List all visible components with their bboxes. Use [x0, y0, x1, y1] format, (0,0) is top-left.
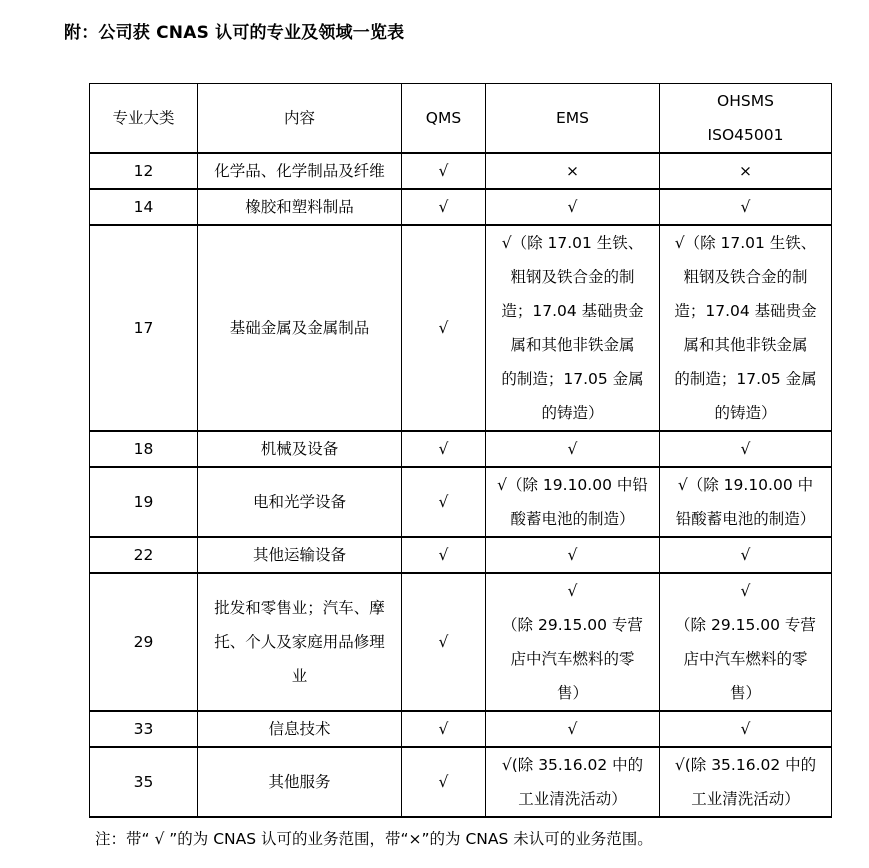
- table-row: [90, 711, 832, 747]
- ems-cell-line: 酸蓄电池的制造）: [510, 510, 635, 528]
- category-cell: 14: [90, 189, 198, 225]
- category-cell: 12: [90, 153, 198, 189]
- content-cell-line: 化学品、化学制品及纤维: [214, 162, 385, 180]
- qms-cell: √: [402, 573, 486, 711]
- category-cell: 33: [90, 711, 198, 747]
- content-cell-line: 基础金属及金属制品: [229, 319, 370, 337]
- ems-cell-line: 的铸造）: [541, 404, 604, 422]
- ems-cell-line: ×: [566, 162, 579, 180]
- category-cell: 22: [90, 537, 198, 573]
- qms-cell: √: [402, 711, 486, 747]
- category-cell: 18: [90, 431, 198, 467]
- ems-cell-line: √: [567, 440, 578, 458]
- ems-cell-line: （除 29.15.00 专营: [502, 616, 643, 634]
- content-cell-line: 橡胶和塑料制品: [245, 198, 354, 216]
- ems-cell: [486, 225, 660, 431]
- header-row: [90, 84, 832, 154]
- ems-cell-line: √（除 19.10.00 中铅: [497, 476, 648, 494]
- content-cell: [198, 537, 402, 573]
- content-cell: [198, 431, 402, 467]
- ohsms-cell-line: 工业清洗活动）: [691, 790, 800, 808]
- content-cell-line: 机械及设备: [260, 440, 339, 458]
- footnote: 注：带“ √ ”的为 CNAS 认可的业务范围，带“×”的为 CNAS 未认可的业务范围。: [95, 830, 653, 848]
- category-cell: 29: [90, 573, 198, 711]
- table-row: [90, 153, 832, 189]
- ohsms-cell-line: 店中汽车燃料的零: [683, 650, 808, 668]
- ohsms-cell: [660, 747, 832, 817]
- table-row: [90, 573, 832, 711]
- ohsms-cell-line: √: [740, 582, 751, 600]
- qms-cell: √: [402, 189, 486, 225]
- ems-cell: [486, 153, 660, 189]
- ems-cell: [486, 431, 660, 467]
- ohsms-cell-line: √（除 17.01 生铁、: [674, 234, 817, 252]
- ohsms-cell-line: √: [740, 440, 751, 458]
- ems-cell-line: √（除 17.01 生铁、: [501, 234, 644, 252]
- ohsms-cell-line: 售）: [729, 684, 761, 702]
- page-title: 附：公司获 CNAS 认可的专业及领域一览表: [64, 23, 405, 43]
- category-cell: 35: [90, 747, 198, 817]
- ohsms-cell: [660, 537, 832, 573]
- header-qms: QMS: [402, 84, 486, 154]
- content-cell-line: 其他服务: [268, 773, 331, 791]
- content-cell: [198, 711, 402, 747]
- ohsms-cell-line: （除 29.15.00 专营: [675, 616, 816, 634]
- header-ems: EMS: [486, 84, 660, 154]
- category-cell: 19: [90, 467, 198, 537]
- content-cell: [198, 225, 402, 431]
- table-row: [90, 747, 832, 817]
- ems-cell-line: 的制造；17.05 金属: [501, 370, 644, 388]
- header-ohsms-line1: OHSMS: [717, 92, 774, 110]
- ohsms-cell: [660, 153, 832, 189]
- table-row: [90, 431, 832, 467]
- header-content: 内容: [198, 84, 402, 154]
- header-category: 专业大类: [90, 84, 198, 154]
- category-cell: 17: [90, 225, 198, 431]
- ohsms-cell-line: √（除 19.10.00 中: [677, 476, 814, 494]
- ohsms-cell-line: √(除 35.16.02 中的: [674, 756, 817, 774]
- table-row: [90, 467, 832, 537]
- ohsms-cell-line: 属和其他非铁金属: [683, 336, 808, 354]
- ems-cell-line: 属和其他非铁金属: [510, 336, 635, 354]
- ohsms-cell: [660, 431, 832, 467]
- ohsms-cell-line: √: [740, 198, 751, 216]
- content-cell-line: 其他运输设备: [252, 546, 346, 564]
- qms-cell: √: [402, 747, 486, 817]
- ohsms-cell-line: 粗钢及铁合金的制: [683, 268, 808, 286]
- ems-cell-line: √: [567, 198, 578, 216]
- content-cell-line: 业: [291, 667, 308, 685]
- content-cell: [198, 467, 402, 537]
- ohsms-cell-line: 的制造；17.05 金属: [674, 370, 817, 388]
- qms-cell: √: [402, 467, 486, 537]
- table-row: [90, 537, 832, 573]
- ohsms-cell: [660, 189, 832, 225]
- ems-cell: [486, 573, 660, 711]
- ems-cell-line: 售）: [556, 684, 588, 702]
- ems-cell-line: 工业清洗活动）: [518, 790, 627, 808]
- ohsms-cell: [660, 711, 832, 747]
- qms-cell: √: [402, 431, 486, 467]
- header-ohsms: [660, 84, 832, 154]
- ohsms-cell: [660, 467, 832, 537]
- qms-cell: √: [402, 225, 486, 431]
- ems-cell-line: √: [567, 546, 578, 564]
- content-cell: [198, 153, 402, 189]
- ems-cell-line: 店中汽车燃料的零: [510, 650, 635, 668]
- ems-cell: [486, 467, 660, 537]
- content-cell-line: 批发和零售业；汽车、摩: [214, 599, 385, 617]
- ems-cell: [486, 711, 660, 747]
- content-cell: [198, 573, 402, 711]
- ems-cell-line: 造；17.04 基础贵金: [501, 302, 644, 320]
- qms-cell: √: [402, 153, 486, 189]
- ohsms-cell: [660, 573, 832, 711]
- ohsms-cell-line: 铅酸蓄电池的制造）: [675, 510, 816, 528]
- ems-cell: [486, 747, 660, 817]
- ohsms-cell-line: 造；17.04 基础贵金: [674, 302, 817, 320]
- ems-cell: [486, 537, 660, 573]
- ems-cell-line: 粗钢及铁合金的制: [510, 268, 635, 286]
- content-cell: [198, 189, 402, 225]
- ohsms-cell-line: √: [740, 546, 751, 564]
- ems-cell-line: √: [567, 582, 578, 600]
- ems-cell: [486, 189, 660, 225]
- header-ohsms-line2: ISO45001: [707, 126, 784, 144]
- ohsms-cell-line: √: [740, 720, 751, 738]
- qms-cell: √: [402, 537, 486, 573]
- table-row: [90, 225, 832, 431]
- ohsms-cell: [660, 225, 832, 431]
- ohsms-cell-line: 的铸造）: [714, 404, 777, 422]
- content-cell-line: 托、个人及家庭用品修理: [214, 633, 385, 651]
- accreditation-table: [89, 83, 832, 818]
- table-row: [90, 189, 832, 225]
- ems-cell-line: √: [567, 720, 578, 738]
- content-cell: [198, 747, 402, 817]
- content-cell-line: 信息技术: [268, 720, 331, 738]
- content-cell-line: 电和光学设备: [252, 493, 346, 511]
- ems-cell-line: √(除 35.16.02 中的: [501, 756, 644, 774]
- ohsms-cell-line: ×: [739, 162, 752, 180]
